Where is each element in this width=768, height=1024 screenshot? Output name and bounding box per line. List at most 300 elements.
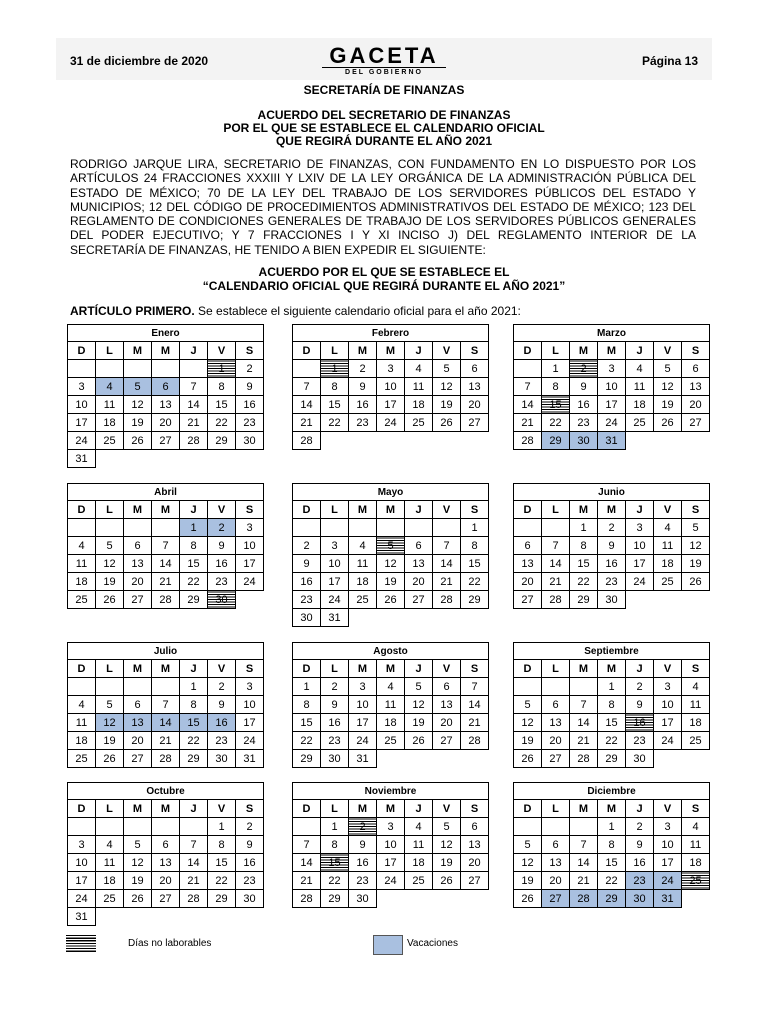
day-cell: 19 <box>433 396 461 414</box>
month-name: Marzo <box>514 325 710 342</box>
weekday-header: D <box>514 342 542 360</box>
blank-cell <box>96 908 124 926</box>
blank-cell <box>180 908 208 926</box>
day-cell: 8 <box>180 696 208 714</box>
day-cell: 19 <box>654 396 682 414</box>
day-cell: 29 <box>180 591 208 609</box>
weekday-header: S <box>236 800 264 818</box>
blank-cell <box>433 609 461 627</box>
empty-cell <box>152 519 180 537</box>
day-cell: 19 <box>96 732 124 750</box>
day-cell: 22 <box>598 872 626 890</box>
day-cell: 11 <box>68 555 96 573</box>
legend-vacaciones-label: Vacaciones <box>407 938 458 949</box>
day-cell: 26 <box>124 432 152 450</box>
day-cell: 15 <box>208 854 236 872</box>
day-cell: 18 <box>68 573 96 591</box>
weekday-header: D <box>68 800 96 818</box>
day-cell: 31 <box>236 750 264 768</box>
day-cell: 5 <box>433 360 461 378</box>
day-cell: 2 <box>321 678 349 696</box>
weekday-header: J <box>180 800 208 818</box>
day-cell: 9 <box>598 537 626 555</box>
day-cell: 4 <box>68 537 96 555</box>
day-cell: 23 <box>349 872 377 890</box>
day-cell: 31 <box>68 908 96 926</box>
day-cell: 3 <box>321 537 349 555</box>
day-cell: 31 <box>654 890 682 908</box>
day-cell: 30 <box>236 890 264 908</box>
day-cell: 22 <box>293 732 321 750</box>
day-cell: 9 <box>349 378 377 396</box>
day-cell: 28 <box>542 591 570 609</box>
legend-no-laborables-swatch <box>66 935 96 953</box>
day-cell: 11 <box>68 714 96 732</box>
blank-cell <box>152 450 180 468</box>
day-cell: 8 <box>461 537 489 555</box>
weekday-header: L <box>96 800 124 818</box>
day-cell: 2 <box>208 678 236 696</box>
day-cell: 24 <box>236 573 264 591</box>
day-cell: 1 <box>293 678 321 696</box>
day-cell: 21 <box>542 573 570 591</box>
day-cell: 1 <box>321 818 349 836</box>
month-name: Diciembre <box>514 783 710 800</box>
day-cell: 17 <box>598 396 626 414</box>
day-cell: 27 <box>152 432 180 450</box>
empty-cell <box>96 360 124 378</box>
day-cell: 20 <box>124 732 152 750</box>
day-cell: 17 <box>236 714 264 732</box>
weekday-header: M <box>349 342 377 360</box>
weekday-header: L <box>542 501 570 519</box>
day-cell: 28 <box>293 890 321 908</box>
day-cell: 16 <box>349 854 377 872</box>
day-cell: 19 <box>96 573 124 591</box>
weekday-header: V <box>208 342 236 360</box>
day-cell: 28 <box>293 432 321 450</box>
empty-cell <box>68 519 96 537</box>
day-cell: 10 <box>377 378 405 396</box>
day-cell: 12 <box>433 378 461 396</box>
month-calendar-abril <box>67 483 264 609</box>
day-cell: 9 <box>208 696 236 714</box>
day-cell: 24 <box>377 872 405 890</box>
day-cell: 10 <box>68 854 96 872</box>
day-cell: 26 <box>96 591 124 609</box>
day-cell: 30 <box>321 750 349 768</box>
day-cell: 4 <box>96 836 124 854</box>
month-calendar-septiembre <box>513 642 710 768</box>
day-cell: 12 <box>124 854 152 872</box>
day-cell: 22 <box>542 414 570 432</box>
day-cell: 2 <box>208 519 236 537</box>
day-cell: 21 <box>514 414 542 432</box>
day-cell: 14 <box>433 555 461 573</box>
day-cell: 25 <box>405 872 433 890</box>
day-cell: 16 <box>626 714 654 732</box>
day-cell: 12 <box>514 854 542 872</box>
day-cell: 14 <box>570 854 598 872</box>
day-cell: 13 <box>433 696 461 714</box>
day-cell: 2 <box>236 360 264 378</box>
weekday-header: M <box>570 800 598 818</box>
day-cell: 13 <box>461 836 489 854</box>
day-cell: 24 <box>598 414 626 432</box>
weekday-header: J <box>405 800 433 818</box>
day-cell: 20 <box>542 872 570 890</box>
weekday-header: V <box>433 800 461 818</box>
day-cell: 5 <box>377 537 405 555</box>
day-cell: 25 <box>349 591 377 609</box>
weekday-header: J <box>180 501 208 519</box>
title-line-2: POR EL QUE SE ESTABLECE EL CALENDARIO OFICIAL <box>223 121 545 135</box>
weekday-header: L <box>96 342 124 360</box>
empty-cell <box>514 360 542 378</box>
day-cell: 11 <box>682 696 710 714</box>
day-cell: 6 <box>514 537 542 555</box>
day-cell: 27 <box>124 591 152 609</box>
day-cell: 10 <box>236 537 264 555</box>
weekday-header: J <box>180 660 208 678</box>
day-cell: 22 <box>570 573 598 591</box>
day-cell: 14 <box>152 555 180 573</box>
day-cell: 25 <box>405 414 433 432</box>
blank-cell <box>124 908 152 926</box>
empty-cell <box>570 678 598 696</box>
day-cell: 21 <box>570 732 598 750</box>
day-cell: 23 <box>208 573 236 591</box>
day-cell: 11 <box>377 696 405 714</box>
day-cell: 12 <box>433 836 461 854</box>
day-cell: 17 <box>68 414 96 432</box>
day-cell: 28 <box>180 890 208 908</box>
legend-vacaciones-swatch <box>373 935 403 955</box>
day-cell: 16 <box>349 396 377 414</box>
day-cell: 28 <box>461 732 489 750</box>
day-cell: 18 <box>377 714 405 732</box>
day-cell: 12 <box>96 714 124 732</box>
day-cell: 22 <box>321 414 349 432</box>
day-cell: 23 <box>626 872 654 890</box>
weekday-header: V <box>208 660 236 678</box>
weekday-header: V <box>654 660 682 678</box>
day-cell: 15 <box>321 854 349 872</box>
day-cell: 10 <box>654 836 682 854</box>
empty-cell <box>349 519 377 537</box>
day-cell: 25 <box>626 414 654 432</box>
day-cell: 9 <box>349 836 377 854</box>
weekday-header: J <box>405 342 433 360</box>
day-cell: 15 <box>598 714 626 732</box>
month-name: Noviembre <box>293 783 489 800</box>
day-cell: 12 <box>654 378 682 396</box>
day-cell: 6 <box>461 818 489 836</box>
day-cell: 25 <box>682 732 710 750</box>
page-number: Página 13 <box>641 54 698 68</box>
empty-cell <box>293 360 321 378</box>
day-cell: 20 <box>461 396 489 414</box>
weekday-header: D <box>514 660 542 678</box>
weekday-header: J <box>626 342 654 360</box>
month-calendar-octubre <box>67 782 264 926</box>
day-cell: 13 <box>682 378 710 396</box>
day-cell: 15 <box>598 854 626 872</box>
blank-cell <box>682 591 710 609</box>
day-cell: 16 <box>236 396 264 414</box>
weekday-header: M <box>377 501 405 519</box>
blank-cell <box>433 750 461 768</box>
day-cell: 18 <box>405 396 433 414</box>
day-cell: 23 <box>626 732 654 750</box>
weekday-header: D <box>68 660 96 678</box>
day-cell: 12 <box>682 537 710 555</box>
blank-cell <box>152 908 180 926</box>
day-cell: 2 <box>236 818 264 836</box>
day-cell: 13 <box>124 555 152 573</box>
empty-cell <box>293 818 321 836</box>
day-cell: 25 <box>654 573 682 591</box>
day-cell: 23 <box>236 414 264 432</box>
blank-cell <box>377 609 405 627</box>
day-cell: 30 <box>236 432 264 450</box>
day-cell: 29 <box>461 591 489 609</box>
day-cell: 14 <box>152 714 180 732</box>
day-cell: 12 <box>96 555 124 573</box>
day-cell: 18 <box>68 732 96 750</box>
body-paragraph: RODRIGO JARQUE LIRA, SECRETARIO DE FINANZAS, CON FUNDAMENTO EN LO DISPUESTO POR LOS ARTÍCULOS 24 FRACCIONES XXXIII Y LXIV DE LA LEY ORGÁNICA DE LA ADMINISTRACIÓN PÚBLICA DEL ESTADO DE MÉXICO; 70 DE LA LEY DEL TRABAJO DE LOS SERVIDORES PÚBLICOS DEL ESTADO Y MUNICIPIOS; 12 DEL CÓDIGO DE PROCEDIMIENTOS ADMINISTRATIVOS DEL ESTADO DE MÉXICO; 123 DEL REGLAMENTO DE CONDICIONES GENERALES DE TRABAJO DE LOS SERVIDORES PÚBLICOS GENERALES DEL PODER EJECUTIVO; Y 7 FRACCIONES I Y XI INCISO J) DEL REGLAMENTO INTERIOR DE LA SECRETARÍA DE FINANZAS, HE TENIDO A BIEN EXPEDIR EL SIGUIENTE: <box>70 157 696 257</box>
day-cell: 21 <box>180 872 208 890</box>
day-cell: 24 <box>236 732 264 750</box>
weekday-header: M <box>377 342 405 360</box>
day-cell: 13 <box>542 714 570 732</box>
day-cell: 7 <box>152 696 180 714</box>
day-cell: 29 <box>293 750 321 768</box>
day-cell: 28 <box>570 750 598 768</box>
day-cell: 14 <box>180 854 208 872</box>
day-cell: 16 <box>208 714 236 732</box>
day-cell: 12 <box>124 396 152 414</box>
day-cell: 6 <box>461 360 489 378</box>
day-cell: 20 <box>152 414 180 432</box>
day-cell: 16 <box>208 555 236 573</box>
day-cell: 25 <box>682 872 710 890</box>
blank-cell <box>682 432 710 450</box>
day-cell: 24 <box>626 573 654 591</box>
day-cell: 1 <box>208 360 236 378</box>
weekday-header: V <box>208 501 236 519</box>
day-cell: 22 <box>321 872 349 890</box>
weekday-header: L <box>321 660 349 678</box>
blank-cell <box>96 450 124 468</box>
weekday-header: J <box>626 660 654 678</box>
day-cell: 15 <box>208 396 236 414</box>
day-cell: 7 <box>570 836 598 854</box>
month-calendar-mayo <box>292 483 489 627</box>
day-cell: 14 <box>293 854 321 872</box>
weekday-header: J <box>626 501 654 519</box>
day-cell: 3 <box>377 818 405 836</box>
month-name: Abril <box>68 484 264 501</box>
day-cell: 18 <box>96 872 124 890</box>
day-cell: 2 <box>349 818 377 836</box>
blank-cell <box>654 432 682 450</box>
day-cell: 17 <box>321 573 349 591</box>
blank-cell <box>377 890 405 908</box>
empty-cell <box>124 818 152 836</box>
day-cell: 7 <box>433 537 461 555</box>
day-cell: 15 <box>321 396 349 414</box>
day-cell: 30 <box>208 591 236 609</box>
day-cell: 26 <box>514 750 542 768</box>
day-cell: 23 <box>321 732 349 750</box>
empty-cell <box>124 519 152 537</box>
day-cell: 3 <box>377 360 405 378</box>
day-cell: 3 <box>654 678 682 696</box>
day-cell: 9 <box>236 836 264 854</box>
day-cell: 8 <box>208 836 236 854</box>
day-cell: 26 <box>124 890 152 908</box>
blank-cell <box>682 750 710 768</box>
month-calendar-agosto <box>292 642 489 768</box>
day-cell: 12 <box>514 714 542 732</box>
weekday-header: S <box>461 660 489 678</box>
day-cell: 16 <box>626 854 654 872</box>
empty-cell <box>152 818 180 836</box>
day-cell: 15 <box>542 396 570 414</box>
weekday-header: M <box>152 800 180 818</box>
empty-cell <box>570 818 598 836</box>
day-cell: 20 <box>152 872 180 890</box>
blank-cell <box>208 908 236 926</box>
day-cell: 1 <box>598 818 626 836</box>
day-cell: 18 <box>626 396 654 414</box>
day-cell: 27 <box>152 890 180 908</box>
weekday-header: M <box>124 800 152 818</box>
empty-cell <box>96 818 124 836</box>
day-cell: 5 <box>405 678 433 696</box>
weekday-header: V <box>208 800 236 818</box>
day-cell: 4 <box>349 537 377 555</box>
day-cell: 4 <box>654 519 682 537</box>
month-name: Febrero <box>293 325 489 342</box>
day-cell: 27 <box>542 890 570 908</box>
weekday-header: L <box>321 501 349 519</box>
weekday-header: J <box>180 342 208 360</box>
day-cell: 11 <box>626 378 654 396</box>
blank-cell <box>124 450 152 468</box>
day-cell: 23 <box>349 414 377 432</box>
day-cell: 13 <box>152 396 180 414</box>
empty-cell <box>152 360 180 378</box>
day-cell: 11 <box>349 555 377 573</box>
day-cell: 14 <box>514 396 542 414</box>
day-cell: 11 <box>405 378 433 396</box>
day-cell: 10 <box>321 555 349 573</box>
day-cell: 6 <box>682 360 710 378</box>
day-cell: 21 <box>570 872 598 890</box>
day-cell: 10 <box>654 696 682 714</box>
day-cell: 20 <box>124 573 152 591</box>
weekday-header: S <box>461 800 489 818</box>
empty-cell <box>405 519 433 537</box>
day-cell: 5 <box>96 537 124 555</box>
day-cell: 26 <box>405 732 433 750</box>
day-cell: 5 <box>514 836 542 854</box>
day-cell: 6 <box>124 537 152 555</box>
day-cell: 9 <box>570 378 598 396</box>
day-cell: 11 <box>654 537 682 555</box>
day-cell: 18 <box>682 854 710 872</box>
day-cell: 8 <box>208 378 236 396</box>
empty-cell <box>180 360 208 378</box>
day-cell: 2 <box>293 537 321 555</box>
day-cell: 1 <box>542 360 570 378</box>
day-cell: 15 <box>293 714 321 732</box>
blank-cell <box>405 890 433 908</box>
day-cell: 16 <box>598 555 626 573</box>
weekday-header: D <box>68 501 96 519</box>
day-cell: 1 <box>598 678 626 696</box>
title-line-1: ACUERDO DEL SECRETARIO DE FINANZAS <box>257 108 511 122</box>
day-cell: 9 <box>293 555 321 573</box>
blank-cell <box>461 609 489 627</box>
weekday-header: L <box>542 660 570 678</box>
day-cell: 13 <box>124 714 152 732</box>
blank-cell <box>461 432 489 450</box>
weekday-header: M <box>598 660 626 678</box>
day-cell: 20 <box>542 732 570 750</box>
day-cell: 2 <box>598 519 626 537</box>
day-cell: 6 <box>542 696 570 714</box>
day-cell: 29 <box>598 890 626 908</box>
empty-cell <box>180 818 208 836</box>
day-cell: 24 <box>68 890 96 908</box>
day-cell: 11 <box>405 836 433 854</box>
day-cell: 10 <box>626 537 654 555</box>
day-cell: 10 <box>349 696 377 714</box>
gazette-header <box>56 38 712 80</box>
day-cell: 28 <box>152 750 180 768</box>
blank-cell <box>236 908 264 926</box>
day-cell: 4 <box>405 360 433 378</box>
empty-cell <box>68 818 96 836</box>
day-cell: 1 <box>180 678 208 696</box>
day-cell: 1 <box>321 360 349 378</box>
day-cell: 1 <box>208 818 236 836</box>
weekday-header: M <box>349 800 377 818</box>
day-cell: 20 <box>433 714 461 732</box>
day-cell: 30 <box>570 432 598 450</box>
blank-cell <box>405 750 433 768</box>
day-cell: 9 <box>236 378 264 396</box>
day-cell: 3 <box>654 818 682 836</box>
day-cell: 25 <box>68 591 96 609</box>
empty-cell <box>433 519 461 537</box>
day-cell: 17 <box>654 714 682 732</box>
day-cell: 28 <box>152 591 180 609</box>
day-cell: 10 <box>377 836 405 854</box>
blank-cell <box>208 450 236 468</box>
blank-cell <box>236 591 264 609</box>
month-name: Agosto <box>293 643 489 660</box>
weekday-header: D <box>68 342 96 360</box>
day-cell: 13 <box>461 378 489 396</box>
day-cell: 8 <box>180 537 208 555</box>
day-cell: 7 <box>293 836 321 854</box>
day-cell: 19 <box>682 555 710 573</box>
day-cell: 24 <box>654 872 682 890</box>
